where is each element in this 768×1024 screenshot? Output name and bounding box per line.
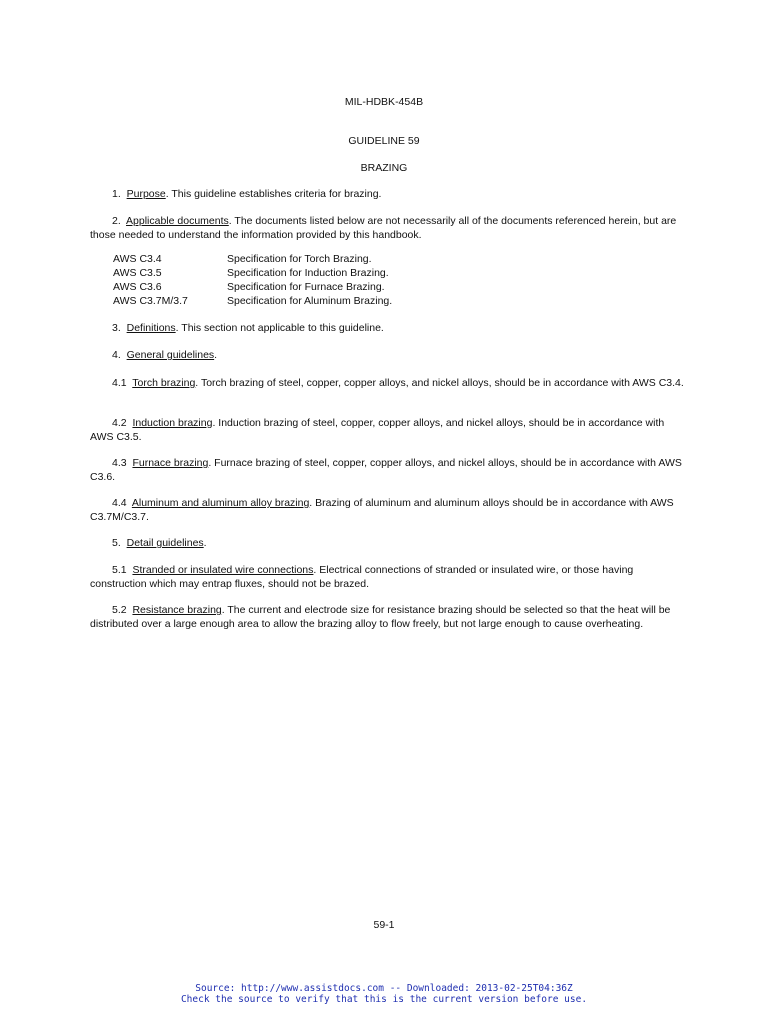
reference-code: AWS C3.6 [113,281,162,293]
section-heading: Aluminum and aluminum alloy brazing [131,497,310,509]
reference-description: Specification for Induction Brazing. [227,267,389,279]
reference-code: AWS C3.4 [113,253,162,265]
source-footer [0,983,768,1005]
section-5-2-resistance-brazing: 5.2 Resistance brazing. The current and electrode size for resistance brazing should be selected so that the heat will be distributed over a large enough area to allow the brazing alloy to flow freely, but not large enough to cause overheating. [90,604,671,630]
footer-source-line: Source: http://www.assistdocs.com -- Downloaded: 2013-02-25T04:36Z [195,983,573,994]
section-4-1-torch-brazing: 4.1 Torch brazing. Torch brazing of steel, copper, copper alloys, and nickel alloys, should be in accordance with AWS C3.4. [112,377,684,389]
section-3-definitions: 3. Definitions. This section not applicable to this guideline. [112,322,384,334]
section-heading: Furnace brazing [132,457,209,469]
section-2-applicable-documents: 2. Applicable documents. The documents listed below are not necessarily all of the documents referenced herein, but are those needed to understand the information provided by this handbook. [90,215,677,241]
reference-row [113,295,392,309]
reference-description: Specification for Aluminum Brazing. [227,295,393,307]
section-heading: Induction brazing [132,417,213,429]
document-id: MIL-HDBK-454B [344,96,424,108]
reference-list [113,253,392,309]
section-heading: Stranded or insulated wire connections [132,564,314,576]
reference-description: Specification for Furnace Brazing. [227,281,385,293]
guideline-number: GUIDELINE 59 [348,135,420,147]
section-1-purpose: 1. Purpose. This guideline establishes criteria for brazing. [112,188,382,200]
section-heading: Torch brazing [132,377,196,389]
section-heading: Definitions [126,322,176,334]
section-4-general-guidelines: 4. General guidelines. [112,349,218,361]
reference-row [113,253,392,267]
section-heading: Resistance brazing [132,604,222,616]
reference-code: AWS C3.7M/3.7 [113,295,188,307]
section-5-detail-guidelines: 5. Detail guidelines. [112,537,207,549]
section-heading: Detail guidelines [126,537,204,549]
section-4-3-furnace-brazing: 4.3 Furnace brazing. Furnace brazing of steel, copper, copper alloys, and nickel alloys, should be in accordance with AWS C3.6. [90,457,682,483]
reference-code: AWS C3.5 [113,267,162,279]
footer-verify-line: Check the source to verify that this is the current version before use. [180,994,588,1005]
reference-description: Specification for Torch Brazing. [227,253,372,265]
section-heading: Applicable documents [126,215,229,227]
reference-row [113,281,392,295]
page-number: 59-1 [373,919,395,931]
guideline-title: BRAZING [360,162,408,174]
reference-row [113,267,392,281]
section-heading: General guidelines [126,349,215,361]
section-4-4-aluminum-brazing: 4.4 Aluminum and aluminum alloy brazing. Brazing of aluminum and aluminum alloys should be in accordance with AWS C3.7M/C3.7. [90,497,674,523]
section-5-1-stranded-wire: 5.1 Stranded or insulated wire connections. Electrical connections of stranded or insulated wire, or those having construction which may entrap fluxes, should not be brazed. [90,564,634,590]
section-heading: Purpose [126,188,166,200]
section-4-2-induction-brazing: 4.2 Induction brazing. Induction brazing of steel, copper, copper alloys, and nickel alloys, should be in accordance with AWS C3.5. [90,417,665,443]
